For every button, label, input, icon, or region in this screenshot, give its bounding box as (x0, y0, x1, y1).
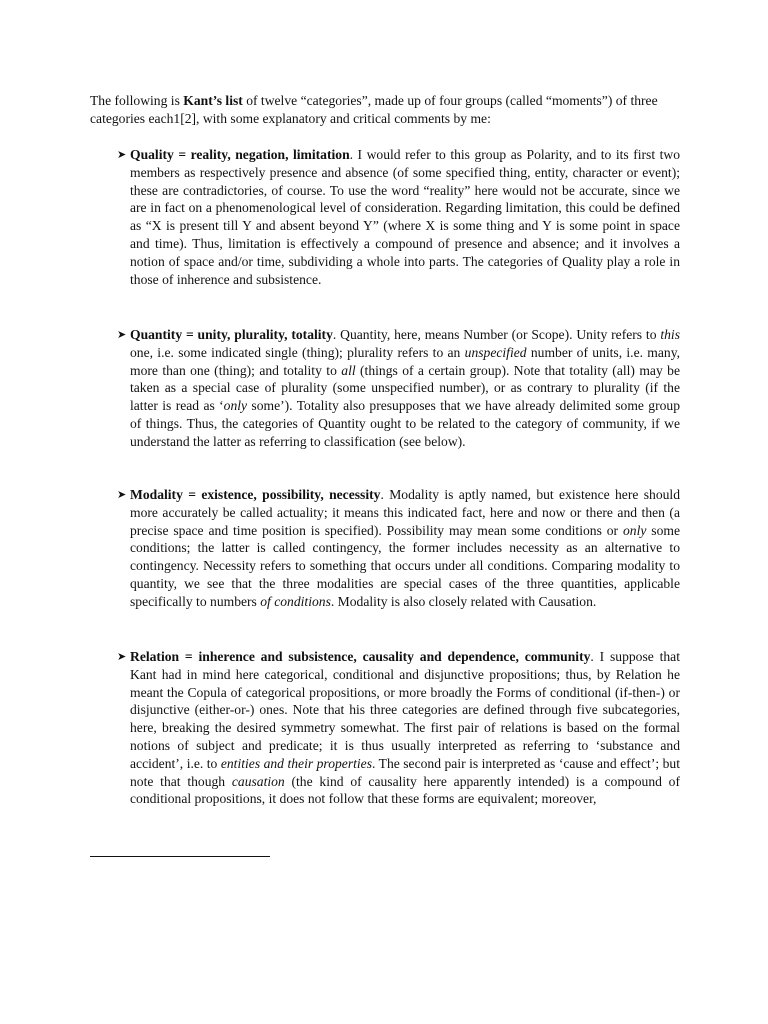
item-emphasis: unspecified (464, 344, 527, 360)
item-text: . I would refer to this group as Polarity, and to its first two members as respectively presence and absence (of some specified thing, entity, character or event); these are contradictories, of course. To use the word “reality” here would not be accurate, since we are in fact on a phenomenological level of consideration. Regarding limitation, this could be defined as “X is present till Y and absent beyond Y” (where X is some thing and Y is some point in space and time). Thus, limitation is effectively a compound of presence and absence; and it involves a notion of space and/or time, subdividing a whole into parts. The categories of Quality play a role in those of inherence and subsistence. (130, 147, 680, 287)
list-item-quality (117, 146, 680, 288)
item-emphasis: only (223, 398, 248, 414)
arrow-bullet-icon: ➤ (117, 488, 127, 501)
intro-text-continued: of twelve “categories”, made up of four groups (called “moments”) of three categories each1[2], with some explanatory and critical comments by me: (90, 93, 658, 126)
arrow-bullet-icon: ➤ (117, 148, 127, 161)
item-text: . The second pair is interpreted as ‘cause and effect’; but note that though (130, 755, 680, 789)
item-text: some’). Totality also presupposes that we have already delimited some group of things. Thus, the categories of Quantity ought to be related to the category of community, if we understand the latter as referring to classification (see below). (130, 398, 680, 449)
item-emphasis: only (622, 522, 647, 538)
list-item-modality (117, 486, 680, 611)
item-text: (things of a certain group). Note that totality (all) may be taken as a special case of plurality (some unspecified number), or as contrary to plurality (if the latter is read as ‘ (130, 362, 680, 414)
item-emphasis: this (660, 327, 680, 342)
item-emphasis: all (341, 362, 356, 378)
item-text: number of units, i.e. many, more than one (thing); and totality to (130, 344, 681, 378)
list-item-quantity (117, 326, 680, 451)
footnote-separator (90, 856, 270, 857)
item-text: . I suppose that Kant had in mind here categorical, conditional and disjunctive propositions; thus, by Relation he meant the Copula of categorical propositions, or more broadly the Forms of conditional (if-then-) or disjunctive (either-or-) ones. Note that his three categories are defined through five subcategories, here, breaking the desired symmetry somewhat. The first pair of relations is based on the formal notions of subject and predicate; it is thus usually interpreted as referring to ‘substance and accident’, i.e. to (130, 649, 680, 771)
item-paragraph (130, 648, 680, 808)
item-text: some conditions; the latter is called contingency, the former includes necessity as an alternative to contingency. Necessity refers to something that occurs under all conditions. Comparing modality to quantity, we see that the three modalities are special cases of the three quantities, applicable specifically to numbers (130, 522, 680, 609)
list-item-relation (117, 648, 680, 808)
item-text: . Modality is also closely related with Causation. (330, 593, 597, 609)
intro-paragraph (90, 92, 680, 128)
item-heading: Relation = inherence and subsistence, causality and dependence, community (130, 649, 591, 664)
item-emphasis: entities and their properties (220, 755, 372, 771)
item-heading: Quality = reality, negation, limitation (130, 147, 350, 162)
item-heading: Modality = existence, possibility, necessity (130, 487, 381, 502)
item-text: one, i.e. some indicated single (thing); plurality refers to an (130, 344, 465, 360)
item-text: . Modality is aptly named, but existence here should more accurately be called actuality; it means this indicated fact, here and now or there and then (a precise space and time position is specified). Possibility may mean some conditions or (130, 487, 680, 538)
arrow-bullet-icon: ➤ (117, 328, 127, 341)
arrow-bullet-icon: ➤ (117, 650, 127, 663)
item-emphasis: causation (231, 773, 285, 789)
item-text: . Quantity, here, means Number (or Scope). Unity refers to (332, 327, 661, 342)
item-paragraph (130, 326, 680, 451)
item-paragraph (130, 486, 680, 611)
item-heading: Quantity = unity, plurality, totality (130, 327, 333, 342)
intro-text: The following is (90, 93, 184, 108)
item-paragraph (130, 146, 680, 288)
item-emphasis: of conditions (260, 593, 331, 609)
intro-bold-term: Kant’s list (183, 93, 243, 108)
item-text: (the kind of causality here apparently intended) is a compound of conditional propositions, it does not follow that these forms are equivalent; moreover, (130, 773, 681, 807)
